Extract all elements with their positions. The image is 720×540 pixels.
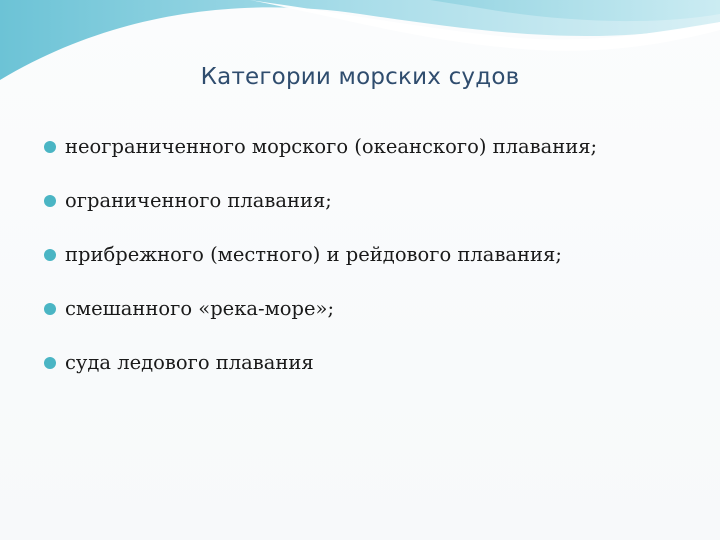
list-item [44, 132, 694, 186]
bullet-dot-icon [44, 195, 56, 207]
list-item-text: прибрежного (местного) и рейдового плавания; [65, 243, 562, 266]
list-item-text: неограниченного морского (океанского) плавания; [65, 135, 598, 158]
list-item-text: ограниченного плавания; [65, 189, 332, 212]
bullet-dot-icon [44, 357, 56, 369]
list-item [44, 348, 694, 402]
list-item [44, 294, 694, 348]
bullet-dot-icon [44, 303, 56, 315]
slide-title: Категории морских судов [200, 64, 520, 90]
list-item [44, 240, 694, 294]
list-item-text: суда ледового плавания [65, 351, 314, 374]
bullet-dot-icon [44, 141, 56, 153]
category-list [44, 132, 694, 402]
list-item [44, 186, 694, 240]
bullet-dot-icon [44, 249, 56, 261]
list-item-text: смешанного «река-море»; [65, 297, 335, 320]
